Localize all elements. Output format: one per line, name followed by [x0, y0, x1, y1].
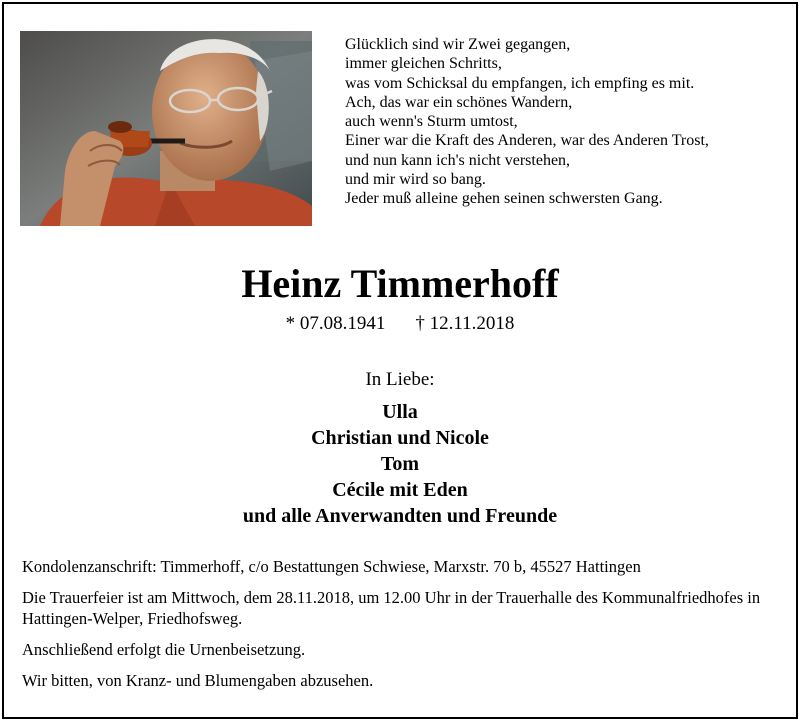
flowers-request: Wir bitten, von Kranz- und Blumengaben abzusehen. [22, 671, 374, 690]
poem-line: Ach, das war ein schönes Wandern, [345, 93, 573, 111]
deceased-name: Heinz Timmerhoff [241, 261, 559, 306]
urn-burial-info: Anschließend erfolgt die Urnenbeisetzung. [22, 640, 306, 659]
notes-section [22, 556, 762, 701]
poem-line: auch wenn's Sturm umtost, [345, 113, 518, 131]
poem-line: immer gleichen Schritts, [345, 55, 502, 73]
birth-date: * 07.08.1941 [285, 313, 386, 334]
mourners-intro: In Liebe: [365, 369, 435, 390]
mourner-name: Christian und Nicole [311, 427, 489, 449]
poem-line: und mir wird so bang. [345, 171, 486, 189]
mourner-name: und alle Anverwandten und Freunde [242, 505, 558, 527]
death-date: † 12.11.2018 [415, 313, 515, 334]
funeral-info: Die Trauerfeier ist am Mittwoch, dem 28.11.2018, um 12.00 Uhr in der Trauerhalle des Kommunalfriedhofes in Hattingen-Welper, Friedhofsweg. [22, 588, 761, 628]
mourners-list [0, 399, 800, 529]
poem-line: was vom Schicksal du empfangen, ich empfing es mit. [345, 74, 695, 92]
mourner-name: Tom [380, 453, 420, 475]
mourner-name: Cécile mit Eden [332, 479, 468, 501]
life-dates [0, 312, 800, 336]
poem-line: Jeder muß alleine gehen seinen schwersten Gang. [345, 190, 663, 208]
condolence-address: Kondolenzanschrift: Timmerhoff, c/o Bestattungen Schwiese, Marxstr. 70 b, 45527 Hattingen [22, 557, 641, 576]
poem [345, 35, 709, 209]
poem-line: und nun kann ich's nicht verstehen, [345, 151, 571, 169]
mourner-name: Ulla [382, 401, 418, 423]
portrait-photo [20, 31, 312, 226]
poem-line: Einer war die Kraft des Anderen, war des Anderen Trost, [345, 132, 709, 150]
poem-line: Glücklich sind wir Zwei gegangen, [345, 36, 571, 53]
